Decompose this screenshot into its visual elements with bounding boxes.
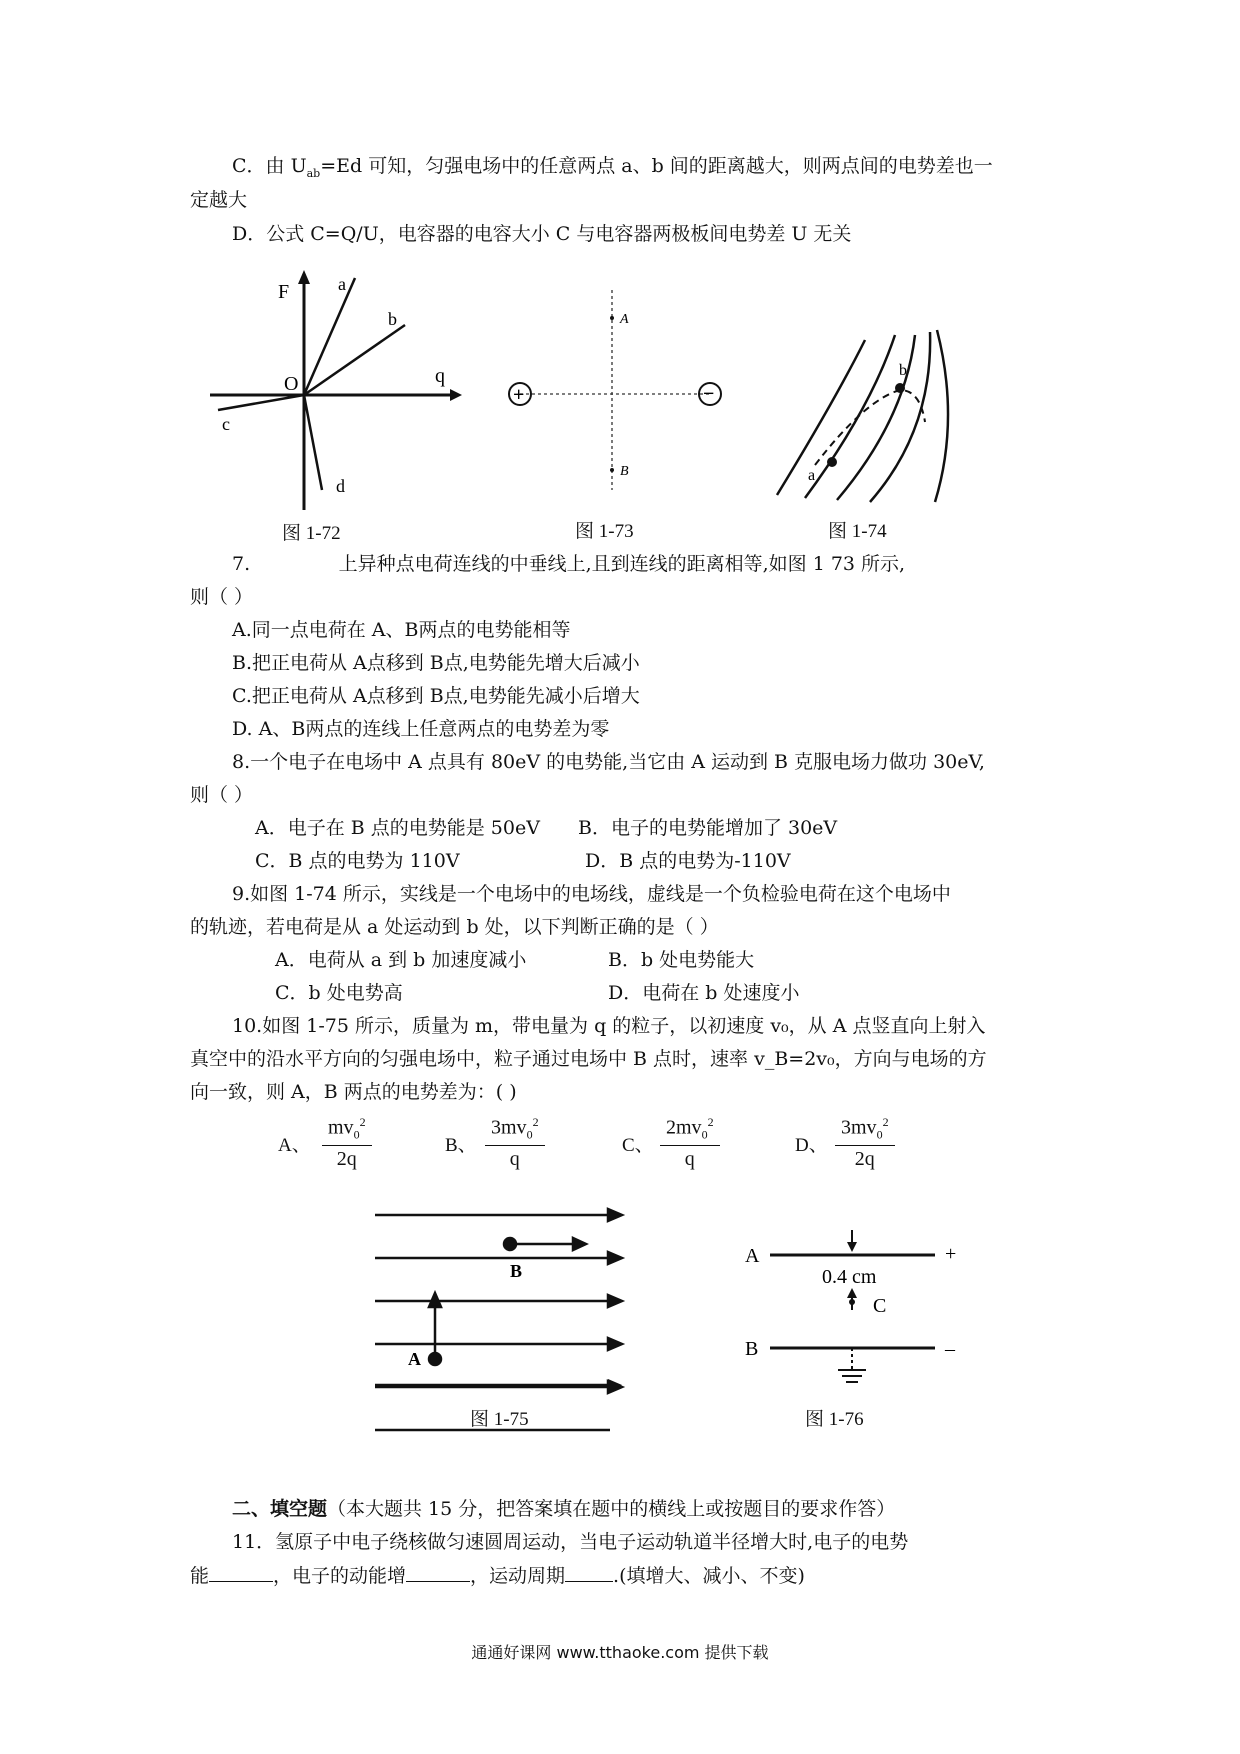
q10-option-b-fraction: $\frac{3mv_0^2}{q}$ xyxy=(485,1115,545,1171)
q7-option-d: D. A、B两点的连线上任意两点的电势差为零 xyxy=(232,718,610,740)
fig74-caption: 图 1-74 xyxy=(828,521,887,542)
label-A: A xyxy=(745,1245,760,1267)
svg-text:+: + xyxy=(513,384,525,406)
label-b: b xyxy=(388,309,397,329)
q10-option-d-fraction: $\frac{3mv_0^2}{2q}$ xyxy=(835,1115,895,1171)
q11-line2: 能 ，电子的动能增 ，运动周期 .(填增大、减小、不变) xyxy=(190,1565,805,1587)
figure-1-75-bottom-line xyxy=(370,1380,630,1400)
label-a: a xyxy=(808,467,816,484)
q9-option-b: B．b 处电势能大 xyxy=(608,949,755,971)
blank-1[interactable] xyxy=(209,1563,273,1582)
point-C xyxy=(849,1299,855,1305)
fig72-caption: 图 1-72 xyxy=(282,523,341,544)
label-c: c xyxy=(222,414,230,434)
q10-option-b-label: B、 xyxy=(445,1135,477,1156)
label-q: q xyxy=(435,365,445,387)
fig76-caption: 图 1-76 xyxy=(805,1409,864,1430)
q8-option-a: A．电子在 B 点的电势能是 50eV xyxy=(255,817,540,839)
line-c xyxy=(218,395,304,410)
blank-3[interactable] xyxy=(565,1563,613,1582)
f-axis-arrow-icon xyxy=(298,270,310,284)
velocity-A-arrow-icon xyxy=(429,1293,441,1307)
label-B: B xyxy=(745,1338,759,1360)
q7-option-c: C.把正电荷从 A点移到 B点,电势能先减小后增大 xyxy=(232,685,640,707)
q10-option-a-label: A、 xyxy=(278,1135,311,1156)
line-d xyxy=(304,395,322,490)
label-a: a xyxy=(338,274,346,294)
q8-line1: 8.一个电子在电场中 A 点具有 80eV 的电势能,当它由 A 运动到 B 克服电场力做功 30eV, xyxy=(232,751,985,773)
option-d: D．公式 C=Q/U，电容器的电容大小 C 与电容器两极板间电势差 U 无关 xyxy=(232,223,852,245)
section2-heading: 二、填空题（本大题共 15 分，把答案填在题中的横线上或按题目的要求作答） xyxy=(232,1498,896,1520)
q10-line3: 向一致，则 A，B 两点的电势差为：( ) xyxy=(190,1081,517,1103)
label-plus: + xyxy=(945,1243,957,1265)
q7-option-b: B.把正电荷从 A点移到 B点,电势能先增大后减小 xyxy=(232,652,640,674)
q10-line1: 10.如图 1-75 所示，质量为 m，带电量为 q 的粒子，以初速度 v₀，从 A 点竖直向上射入 xyxy=(232,1015,986,1037)
q10-option-d-label: D、 xyxy=(795,1135,828,1156)
blank-2[interactable] xyxy=(406,1563,470,1582)
distance-label: 0.4 cm xyxy=(822,1266,877,1288)
q11-line1: 11．氢原子中电子绕核做匀速圆周运动，当电子运动轨道半径增大时,电子的电势 xyxy=(232,1531,909,1553)
q9-line2: 的轨迹，若电荷是从 a 处运动到 b 处，以下判断正确的是（ ） xyxy=(190,916,719,938)
up-arrow-icon xyxy=(847,1288,857,1298)
q10-line2: 真空中的沿水平方向的匀强电场中，粒子通过电场中 B 点时，速率 v_B=2v₀，方向与电场的方 xyxy=(190,1048,987,1070)
option-c-line1: C．由 $U_{ab}=Ed$ 可知，匀强电场中的任意两点 a、b 间的距离越大，则两点间的电势差也一 xyxy=(232,155,993,180)
fig75-caption: 图 1-75 xyxy=(470,1409,529,1430)
q9-line1: 9.如图 1-74 所示，实线是一个电场中的电场线，虚线是一个负检验电荷在这个电场中 xyxy=(232,883,951,905)
option-c-line2: 定越大 xyxy=(190,189,248,211)
label-A: A xyxy=(408,1349,421,1369)
q8-option-b: B．电子的电势能增加了 30eV xyxy=(578,817,838,839)
q10-option-c-fraction: $\frac{2mv_0^2}{q}$ xyxy=(660,1115,720,1171)
q7-option-a: A.同一点电荷在 A、B两点的电势能相等 xyxy=(232,619,571,641)
q8-option-c: C．B 点的电势为 110V xyxy=(255,850,460,872)
velocity-B-arrow-icon xyxy=(573,1238,586,1250)
obscured-text xyxy=(250,553,338,575)
label-A: A xyxy=(620,312,629,327)
label-F: F xyxy=(278,281,290,303)
label-B: B xyxy=(620,464,629,479)
q9-option-a: A．电荷从 a 到 b 加速度减小 xyxy=(275,949,527,971)
label-B: B xyxy=(510,1261,523,1281)
figure-1-74 xyxy=(775,330,955,505)
label-d: d xyxy=(336,476,345,496)
q10-option-c-label: C、 xyxy=(622,1135,654,1156)
q7-line1: 7. 上异种点电荷连线的中垂线上,且到连线的距离相等,如图 1 73 所示, xyxy=(232,553,906,575)
figure-1-73 xyxy=(500,290,740,490)
q-axis-arrow-icon xyxy=(450,389,462,401)
q9-option-d: D．电荷在 b 处速度小 xyxy=(608,982,800,1004)
q8-option-d: D．B 点的电势为-110V xyxy=(585,850,791,872)
q8-line2: 则（ ） xyxy=(190,784,254,806)
label-C: C xyxy=(873,1295,887,1317)
label-b: b xyxy=(899,362,907,379)
q9-option-c: C．b 处电势高 xyxy=(275,982,403,1004)
footer: 通通好课网 www.tthaoke.com 提供下载 xyxy=(471,1643,769,1662)
figure-1-72 xyxy=(200,270,460,520)
figure-1-75 xyxy=(370,1205,630,1395)
down-arrow-icon xyxy=(847,1242,857,1252)
svg-text:−: − xyxy=(703,383,715,405)
fig73-caption: 图 1-73 xyxy=(575,521,634,542)
q10-option-a-fraction: $\frac{mv_0^2}{2q}$ xyxy=(322,1115,372,1171)
q7-line2: 则（ ） xyxy=(190,586,254,608)
label-O: O xyxy=(284,373,299,395)
figure-1-76 xyxy=(740,1230,970,1400)
label-minus: – xyxy=(945,1338,955,1360)
